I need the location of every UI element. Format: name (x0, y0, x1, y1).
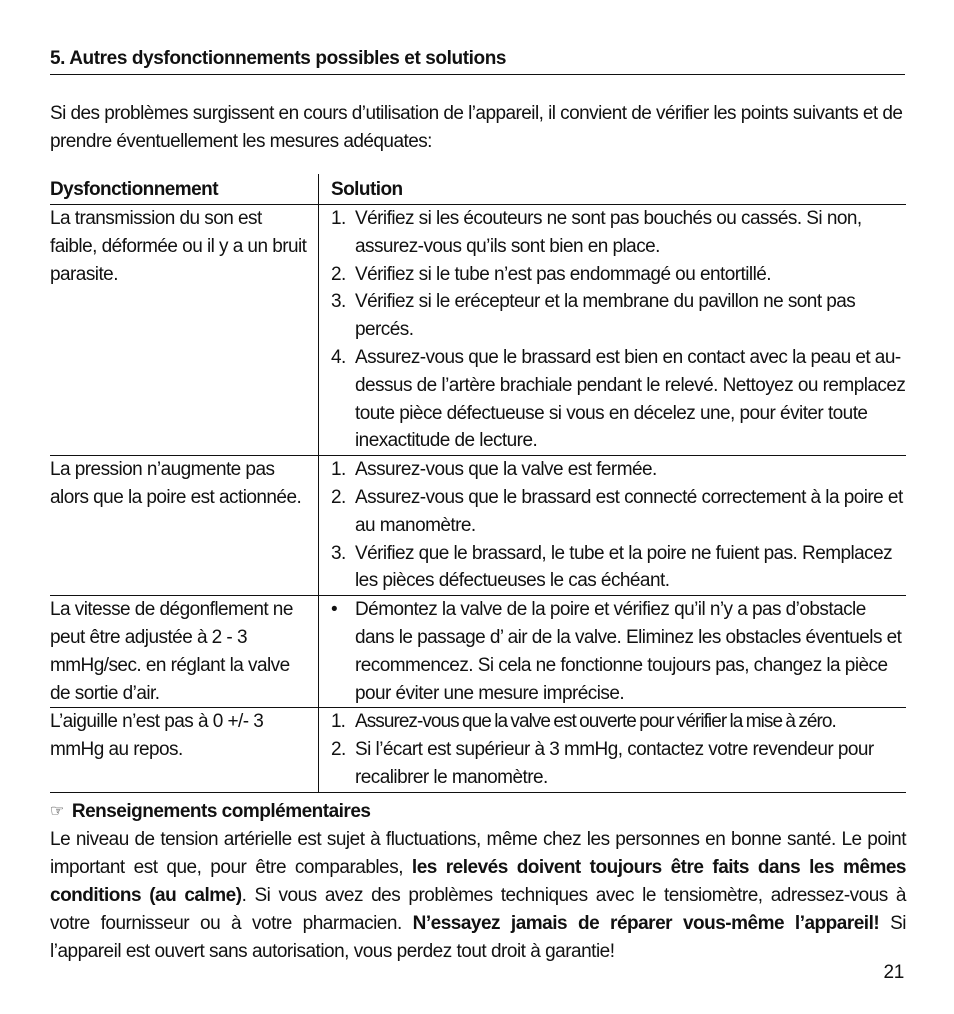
solution-list (331, 205, 906, 455)
item-marker: 3. (331, 291, 346, 313)
table-header-row (50, 174, 906, 205)
table-row (50, 205, 906, 456)
solution-item (331, 596, 906, 707)
item-text: Vérifiez si le tube n’est pas endommagé ou entortillé. (355, 263, 771, 285)
problem-cell: La transmission du son est faible, déformée ou il y a un bruit parasite. (50, 205, 319, 456)
solution-item (331, 205, 906, 261)
solution-cell (319, 596, 907, 708)
solution-item (331, 288, 906, 344)
item-text: Assurez-vous que la valve est ouverte pour vérifier la mise à zéro. (355, 711, 836, 733)
item-marker: 1. (331, 711, 345, 733)
item-text: Vérifiez si les écouteurs ne sont pas bouchés ou cassés. Si non, assurez-vous qu’ils sont bien en place. (355, 208, 862, 257)
solution-item (331, 484, 906, 540)
item-marker: 2. (331, 739, 346, 761)
info-warning: N’essayez jamais de réparer vous-même l’appareil! (412, 913, 880, 934)
item-text: Assurez-vous que le brassard est connecté correctement à la poire et au manomètre. (355, 486, 903, 536)
item-text: Si l’écart est supérieur à 3 mmHg, contactez votre revendeur pour recalibrer le manomètre. (355, 739, 874, 788)
troubleshooting-table (50, 174, 906, 793)
info-emphasis: les relevés doivent toujours être faits dans les mêmes conditions (au calme) (50, 857, 906, 906)
problem-cell: La pression n’augmente pas alors que la poire est actionnée. (50, 456, 319, 596)
table-row (50, 596, 906, 708)
item-text: Démontez la valve de la poire et vérifiez qu’il n’y a pas d’obstacle dans le passage d’ air de la valve. Eliminez les obstacles éventuels et recommencez. Si cela ne fonctionne toujours pas, changez la pièce pour éviter une mesure imprécise. (355, 599, 902, 704)
page-number: 21 (883, 962, 904, 983)
intro-paragraph: Si des problèmes surgissent en cours d’utilisation de l’appareil, il convient de vérifier les points suivants et de prendre éventuellement les mesures adéquates: (50, 103, 903, 152)
section-title: 5. Autres dysfonctionnements possibles et solutions (50, 48, 507, 69)
item-marker: 3. (331, 542, 346, 564)
info-heading-text: Renseignements complémentaires (71, 801, 371, 822)
item-marker: 2. (331, 263, 346, 285)
additional-info-section (50, 798, 906, 966)
item-text: Vérifiez si le erécepteur et la membrane du pavillon ne sont pas percés. (355, 291, 856, 341)
item-text: Vérifiez que le brassard, le tube et la poire ne fuient pas. Remplacez les pièces défectueuses le cas échéant. (355, 542, 893, 592)
bullet-marker: • (331, 599, 338, 621)
solution-item (331, 736, 906, 792)
title-divider (50, 74, 905, 75)
solution-cell (319, 456, 907, 596)
item-marker: 1. (331, 459, 346, 481)
table-row (50, 456, 906, 596)
info-text: Le niveau de tension artérielle est sujet à fluctuations, même chez les personnes en bonne santé. Le point important est que, pour être comparables, (50, 829, 906, 878)
problem-cell: La vitesse de dégonflement ne peut être adjustée à 2 - 3 mmHg/sec. en réglant la valve de sortie d’air. (50, 596, 319, 708)
solution-item (331, 708, 906, 736)
table-row (50, 708, 906, 792)
solution-cell (319, 205, 907, 456)
problem-cell: L’aiguille n’est pas à 0 +/- 3 mmHg au repos. (50, 708, 319, 792)
solution-item (331, 456, 906, 484)
solution-list (331, 456, 906, 595)
header-malfunction: Dysfonctionnement (50, 174, 319, 205)
header-solution: Solution (319, 174, 907, 205)
item-marker: 1. (331, 208, 346, 229)
solution-list (331, 708, 906, 791)
pointing-hand-icon: ☞ (50, 803, 64, 820)
info-text: . Si vous avez des problèmes techniques avec le tensiomètre, adressez-vous à votre fournisseur ou à votre pharmacien. (50, 885, 907, 934)
item-text: Assurez-vous que le brassard est bien en contact avec la peau et au-dessus de l’artère brachiale pendant le relevé. Nettoyez ou remplacez toute pièce défectueuse si vous en décelez une, pour éviter toute inexactitude de lecture. (355, 346, 906, 452)
item-marker: 2. (331, 486, 346, 508)
solution-cell (319, 708, 907, 792)
info-heading (50, 798, 906, 826)
solution-list (331, 596, 906, 707)
item-text: Assurez-vous que la valve est fermée. (355, 459, 657, 481)
info-text: Si l’appareil est ouvert sans autorisation, vous perdez tout droit à garantie! (50, 913, 906, 962)
item-marker: 4. (331, 346, 346, 368)
info-paragraph (50, 826, 906, 966)
solution-item (331, 344, 906, 455)
solution-item (331, 540, 906, 596)
solution-item (331, 261, 906, 289)
